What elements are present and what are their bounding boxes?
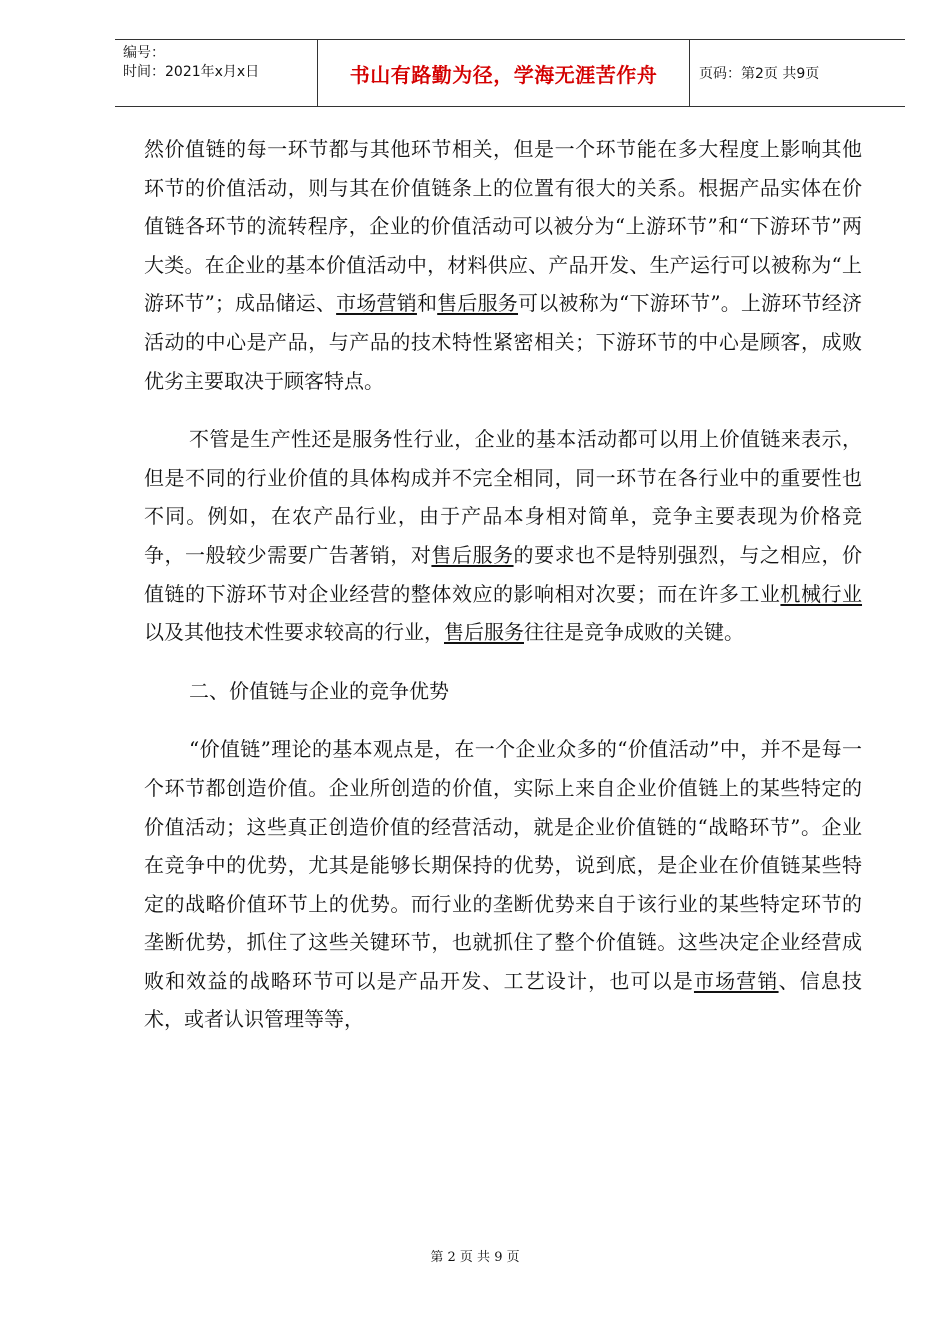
- link-after-sales[interactable]: 售后服务: [431, 542, 514, 567]
- date-label: 时间：2021年x月x日: [123, 64, 260, 80]
- link-marketing[interactable]: 市场营销: [336, 291, 417, 316]
- link-machinery-industry[interactable]: 机械行业: [780, 581, 863, 606]
- text-run: 以及其他技术性要求较高的行业，: [144, 620, 444, 645]
- text-run: “价值链”理论的基本观点是，在一个企业众多的“价值活动”中，并不是每一个环节都创造价值。企业所创造的价值，实际上来自企业价值链上的某些特定的价值活动；这些真正创造价值的经营活动，就是企业价值链的“战略环节”。企业在竞争中的优势，尤其是能够长期保持的优势，说到底，是企业在价值链某些特定的战略价值环节上的优势。而行业的垄断优势来自于该行业的某些特定环节的垄断优势，抓住了这些关键环节，也就抓住了整个价值链。这些决定企业经营成败和效益的战略环节可以是产品开发、工艺设计，也可以是: [144, 737, 862, 993]
- page-footer: 第 2 页 共 9 页: [430, 1250, 520, 1265]
- text-run: 可以被称为“下游环节”。上游环节经济活动的中心是产品，与产品的技术特性紧密相关；下游环节的中心是顾客，成败优劣主要取决于顾客特点。: [144, 291, 863, 393]
- text-run: 和: [416, 291, 438, 316]
- header-motto: 书山有路勤为径，学海无涯苦作舟: [317, 40, 690, 106]
- text-run: 往往是竞争成败的关键。: [524, 620, 744, 645]
- header-page-label: 页码：第2页 共9页: [699, 66, 820, 82]
- section-heading: 二、价值链与企业的竞争优势: [189, 678, 449, 703]
- document-body: [144, 130, 862, 1039]
- paragraph-3: [144, 730, 862, 1039]
- text-run: 然价值链的每一环节都与其他环节相关，但是一个环节能在多大程度上影响其他环节的价值活动，则与其在价值链条上的位置有很大的关系。根据产品实体在价值链各环节的流转程序，企业的价值活动可以被分为“上游环节”和“下游环节”两大类。在企业的基本价值活动中，材料供应、产品开发、生产运行可以被称为“上游环节”；成品储运、: [144, 137, 862, 316]
- header-info: [115, 40, 317, 106]
- link-after-sales[interactable]: 售后服务: [444, 620, 524, 645]
- text-run: 不管是生产性还是服务性行业，企业的基本活动都可以用上价值链来表示，但是不同的行业价值的具体构成并不完全相同，同一环节在各行业中的重要性也不同。例如，在农产品行业，由于产品本身相对简单，竞争主要表现为价格竞争，一般较少需要广告著销，对: [144, 427, 862, 567]
- paragraph-2: [144, 420, 862, 652]
- link-after-sales[interactable]: 售后服务: [437, 291, 519, 316]
- text-run: 、信息技术，或者认识管理等等，: [144, 968, 863, 1032]
- page-header: [115, 39, 905, 107]
- paragraph-1: [144, 130, 862, 400]
- text-run: 的要求也不是特别强烈，与之相应，价值链的下游环节对企业经营的整体效应的影响相对次要；而在许多工业: [144, 542, 863, 606]
- number-label: 编号：: [123, 45, 165, 61]
- link-marketing[interactable]: 市场营销: [693, 968, 779, 993]
